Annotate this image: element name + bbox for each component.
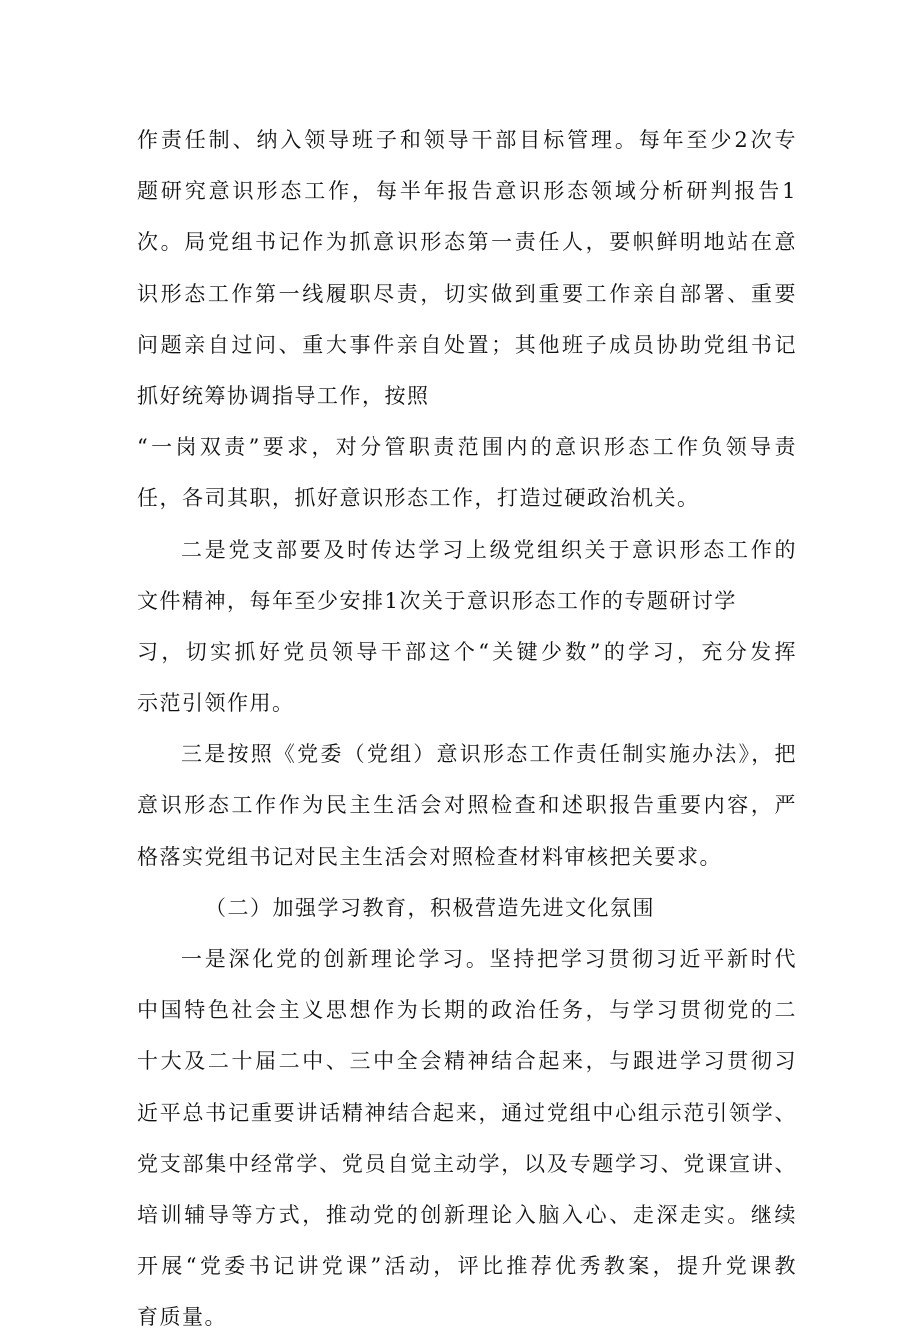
text-line: 中国特色社会主义思想作为长期的政治任务，与学习贯彻党的二 — [137, 998, 797, 1023]
text-line: 开展“党委书记讲党课”活动，评比推荐优秀教案，提升党课教 — [137, 1254, 797, 1279]
text-line: 次。局党组书记作为抓意识形态第一责任人，要帜鲜明地站在意 — [137, 230, 797, 255]
text-line: 作责任制、纳入领导班子和领导干部目标管理。每年至少2次专 — [137, 128, 797, 152]
paragraph-start-line: 一是深化党的创新理论学习。坚持把学习贯彻习近平新时代 — [181, 947, 797, 971]
section-heading: （二）加强学习教育，积极营造先进文化氛围 — [205, 895, 655, 920]
text-line: 格落实党组书记对民主生活会对照检查材料审核把关要求。 — [137, 844, 722, 869]
text-line: 问题亲自过问、重大事件亲自处置；其他班子成员协助党组书记 — [137, 332, 797, 357]
text-line: 近平总书记重要讲话精神结合起来，通过党组中心组示范引领学、 — [137, 1100, 797, 1125]
text-line: 识形态工作第一线履职尽责，切实做到重要工作亲自部署、重要 — [137, 281, 797, 306]
text-line: 意识形态工作作为民主生活会对照检查和述职报告重要内容，严 — [137, 793, 797, 818]
text-line: 习，切实抓好党员领导干部这个“关键少数”的学习，充分发挥 — [137, 639, 797, 664]
paragraph-start-line: 二是党支部要及时传达学习上级党组织关于意识形态工作的 — [181, 537, 797, 562]
text-line: 育质量。 — [137, 1305, 227, 1330]
text-line: 文件精神，每年至少安排1次关于意识形态工作的专题研讨学 — [137, 588, 737, 613]
text-line: 培训辅导等方式，推动党的创新理论入脑入心、走深走实。继续 — [137, 1202, 797, 1227]
text-line: 示范引领作用。 — [137, 691, 295, 716]
body-text — [137, 115, 797, 1344]
text-line: 任，各司其职，抓好意识形态工作，打造过硬政治机关。 — [137, 486, 700, 511]
text-line: “一岗双责”要求，对分管职责范围内的意识形态工作负领导责 — [137, 435, 797, 460]
text-line: 十大及二十届二中、三中全会精神结合起来，与跟进学习贯彻习 — [137, 1049, 797, 1074]
text-line: 抓好统筹协调指导工作，按照 — [137, 383, 430, 408]
text-line: 党支部集中经常学、党员自觉主动学，以及专题学习、党课宣讲、 — [137, 1151, 797, 1176]
text-line: 题研究意识形态工作，每半年报告意识形态领域分析研判报告1 — [137, 179, 797, 204]
paragraph-start-line: 三是按照《党委（党组）意识形态工作责任制实施办法》，把 — [181, 742, 797, 767]
